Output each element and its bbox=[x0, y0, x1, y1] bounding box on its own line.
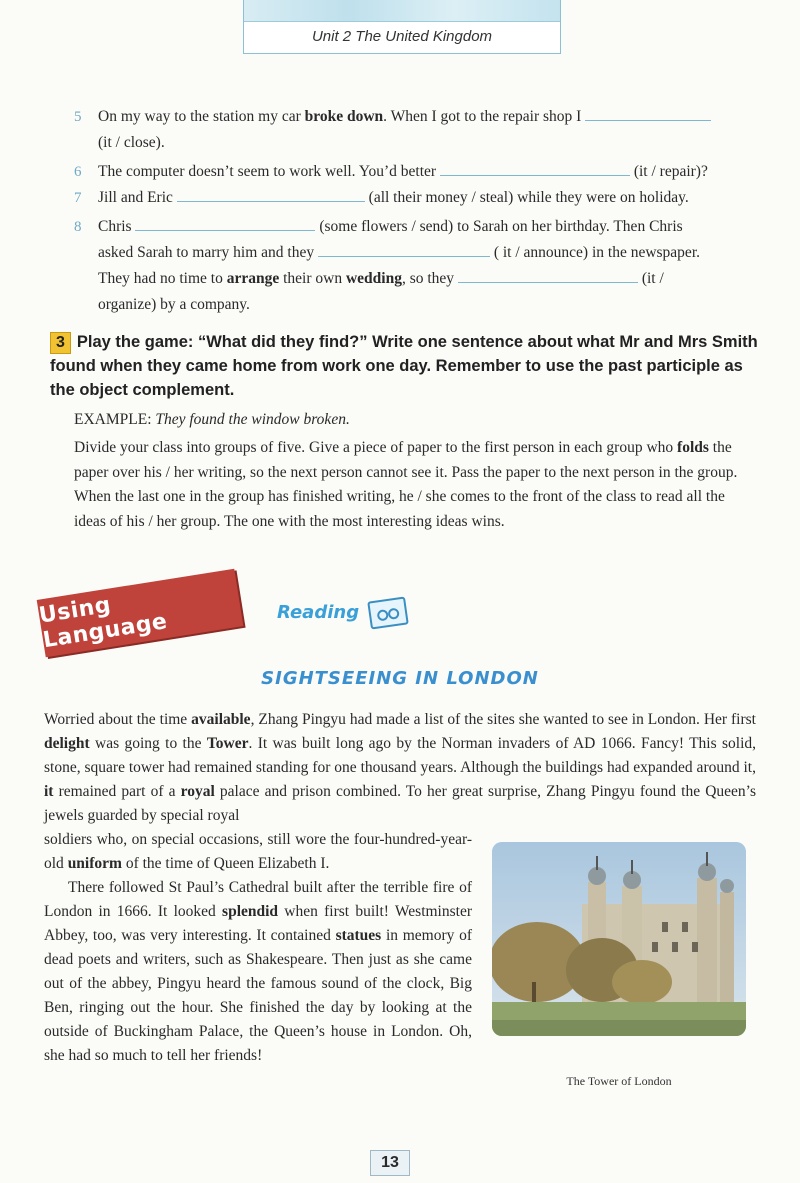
vocab-word: splendid bbox=[222, 903, 279, 920]
vocab-word: uniform bbox=[67, 855, 122, 872]
cassette-tape-icon[interactable] bbox=[367, 596, 409, 629]
answer-blank[interactable] bbox=[585, 107, 711, 121]
text-segment: There followed St Paul’s Cathedral built after the terrible fire of London in 1666. It looked bbox=[44, 879, 472, 920]
text-segment: when first built! Westminster Abbey, too, was very interesting. It contained bbox=[44, 903, 472, 944]
header-stripe bbox=[244, 0, 560, 22]
unit-title: Unit 2 The United Kingdom bbox=[311, 28, 493, 45]
example-line: EXAMPLE: They found the window broken. bbox=[74, 411, 350, 428]
text-segment: . It was built long ago by the Norman invaders of AD 1066. Fancy! This solid, stone, square tower had remained standing for one thousand years. Although the buildings had expanded around it, bbox=[44, 735, 756, 776]
reading-label: Reading bbox=[277, 602, 360, 623]
text-segment: Worried about the time bbox=[44, 711, 192, 728]
answer-blank[interactable] bbox=[318, 243, 490, 257]
text-segment: palace and prison combined. To her great surprise, Zhang Pingyu found the Queen’s jewels guarded by special royal bbox=[44, 783, 757, 824]
text-segment: , Zhang Pingyu had made a list of the sites she wanted to see in London. Her first bbox=[250, 711, 756, 728]
exercise-item-8: 8 Chris (some flowers / send) to Sarah on her birthday. Then Chris asked Sarah to marry him and they ( it / announce) in the newspaper. They had no time to arrange their own wedding, so they (it / organize) by a company. bbox=[74, 218, 700, 313]
text-segment: remained part of a bbox=[53, 783, 181, 800]
vocab-word: statues bbox=[335, 927, 382, 944]
answer-blank[interactable] bbox=[177, 188, 365, 202]
exercise-item-7: 7 Jill and Eric (all their money / steal) while they were on holiday. bbox=[74, 189, 689, 206]
answer-blank[interactable] bbox=[135, 217, 315, 231]
section-number-badge: 3 bbox=[50, 332, 71, 354]
reading-paragraph-1 bbox=[44, 708, 756, 828]
section-3-instruction: 3 Play the game: “What did they find?” Write one sentence about what Mr and Mrs Smith found when they came home from work one day. Remember to use the past participle as the object complement. bbox=[50, 333, 758, 399]
tower-of-london-photo bbox=[492, 842, 746, 1036]
answer-blank[interactable] bbox=[440, 162, 630, 176]
vocab-word: it bbox=[44, 783, 54, 800]
text-segment: soldiers who, on special occasions, still wore the four-hundred-year-old bbox=[44, 831, 472, 872]
answer-blank[interactable] bbox=[458, 269, 638, 283]
page-number: 13 bbox=[370, 1150, 410, 1176]
vocab-word: royal bbox=[180, 783, 215, 800]
vocab-word: Tower bbox=[206, 735, 249, 752]
using-language-banner: Using Language bbox=[37, 569, 244, 658]
reading-title: SIGHTSEEING IN LONDON bbox=[261, 668, 539, 689]
reading-paragraph-2 bbox=[44, 876, 472, 1068]
text-segment: in memory of dead poets and writers, such as Shakespeare. Then just as she came out of the abbey, Pingyu heard the famous sound of the clock, Big Ben, ringing out the hour. She finished the day by looking at the outside of Buckingham Palace, the Queen’s house in London. Oh, she had so much to tell her friends! bbox=[44, 927, 472, 1064]
text-segment: of the time of Queen Elizabeth I. bbox=[121, 855, 330, 872]
text-segment: was going to the bbox=[89, 735, 207, 752]
vocab-word: broke down bbox=[304, 108, 384, 125]
vocab-word: available bbox=[191, 711, 251, 728]
reading-paragraph-1-continued bbox=[44, 828, 472, 876]
vocab-word: delight bbox=[44, 735, 90, 752]
photo-caption: The Tower of London bbox=[566, 1074, 672, 1088]
unit-header-tab bbox=[243, 0, 561, 54]
game-instructions: Divide your class into groups of five. Give a piece of paper to the first person in each group who folds the paper over his / her writing, so the next person cannot see it. Pass the paper to the next person in the group. When the last one in the group has finished writing, he / she comes to the front of the class to read all the ideas of his / her group. The one with the most interesting ideas wins. bbox=[74, 439, 738, 530]
exercise-item-6: 6 The computer doesn’t seem to work well. You’d better (it / repair)? bbox=[74, 163, 708, 180]
exercise-item-5: 5 On my way to the station my car broke down. When I got to the repair shop I (it / close). bbox=[74, 104, 764, 156]
item-number: 5 bbox=[74, 109, 82, 125]
